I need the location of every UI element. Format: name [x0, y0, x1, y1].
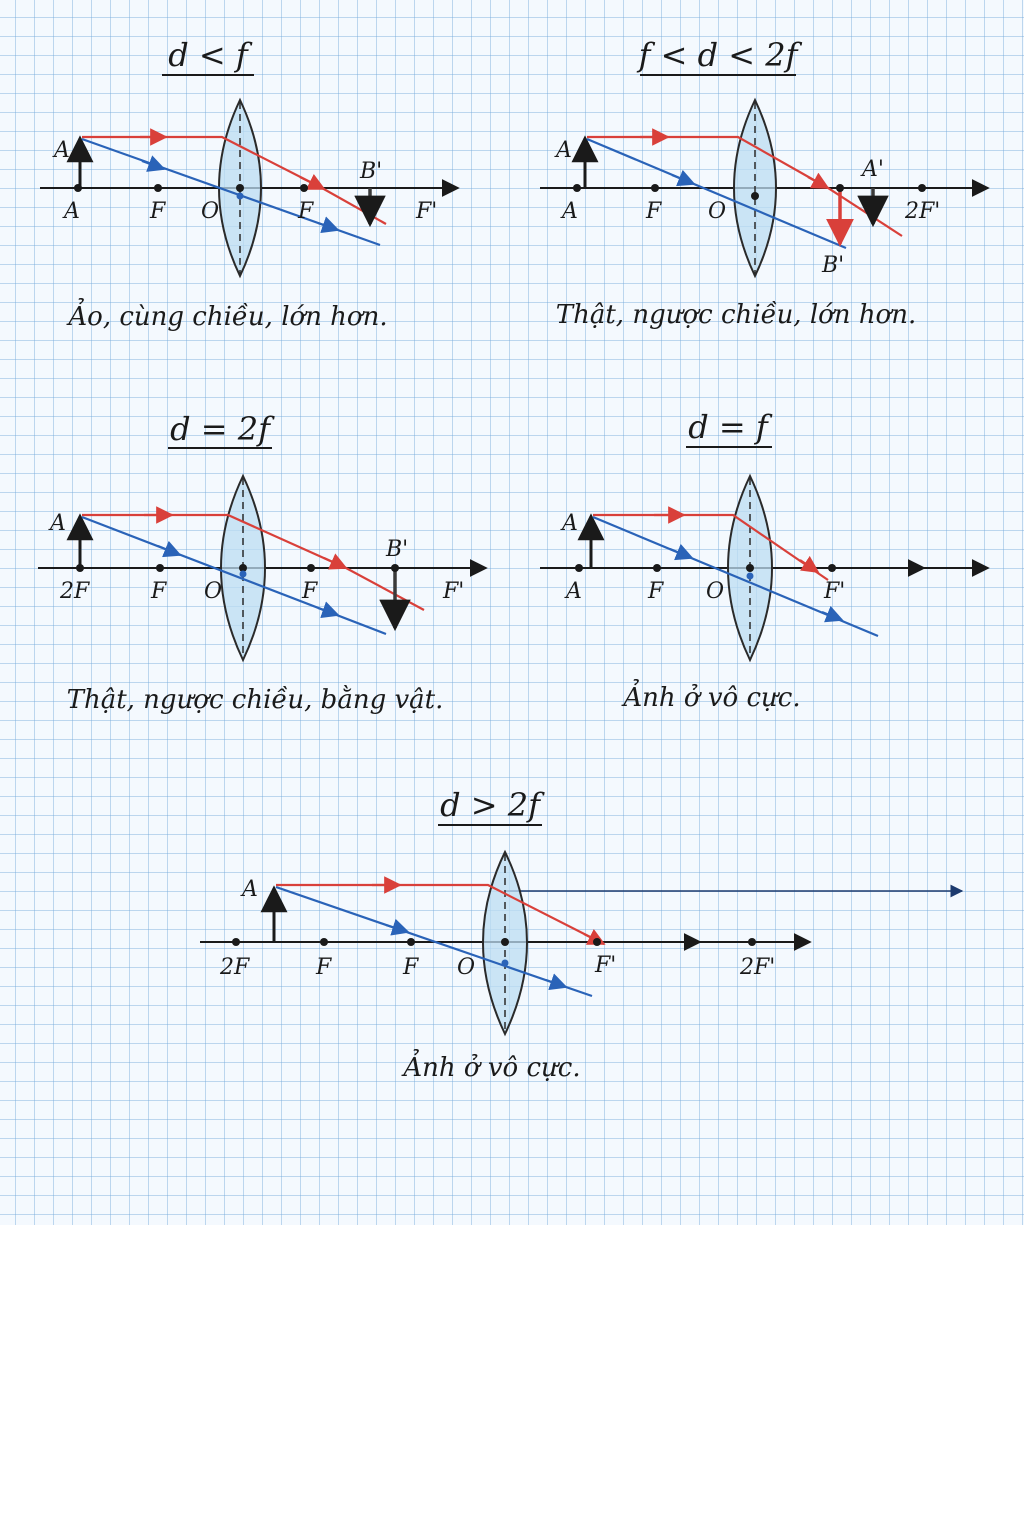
- label-F: F: [646, 199, 662, 224]
- point-A: [74, 184, 82, 192]
- label-B-prime: B': [822, 253, 845, 278]
- label-F-prime: F': [443, 579, 465, 604]
- panel-d-equals-f: [540, 408, 988, 713]
- center-dot: [237, 193, 244, 200]
- label-B-prime: B': [386, 537, 409, 562]
- panel-caption: Ảnh ở vô cực.: [623, 683, 801, 713]
- point-F: [156, 564, 164, 572]
- blue-ray-arrow: [142, 161, 164, 169]
- point-F-prime: [593, 938, 601, 946]
- panel-title: d > 2f: [440, 786, 540, 824]
- label-F: F: [150, 199, 166, 224]
- label-O: O: [708, 199, 727, 224]
- label-A-top: A: [50, 511, 66, 536]
- label-F: F: [316, 955, 332, 980]
- blue-ray-arrow: [318, 608, 338, 615]
- center-dot: [747, 573, 754, 580]
- label-F-prime: F': [416, 199, 438, 224]
- label-F-prime: F': [824, 579, 846, 604]
- label-F: F: [302, 579, 318, 604]
- label-F: F: [403, 955, 419, 980]
- label-F-prime: F': [595, 953, 617, 978]
- label-A-top: A: [556, 138, 572, 163]
- panel-title: d < f: [168, 36, 248, 74]
- blue-ray: [587, 139, 846, 248]
- blue-ray-arrow: [386, 925, 408, 932]
- label-F: F: [648, 579, 664, 604]
- label-2F-prime: 2F': [905, 199, 941, 224]
- panel-title: d = f: [688, 408, 768, 446]
- point-2F-prime: [748, 938, 756, 946]
- label-F: F: [298, 199, 314, 224]
- label-A-base: A: [562, 199, 578, 224]
- panel-caption: Thật, ngược chiều, lớn hơn.: [555, 300, 917, 330]
- red-ray-arrow: [324, 558, 346, 568]
- panel-caption: Thật, ngược chiều, bằng vật.: [66, 685, 444, 715]
- point-image: [391, 564, 399, 572]
- point-F: [300, 184, 308, 192]
- point-2F: [76, 564, 84, 572]
- label-2F: 2F: [60, 579, 90, 604]
- point-F: [320, 938, 328, 946]
- red-ray-arrow: [808, 177, 828, 188]
- label-A-top: A: [562, 511, 578, 536]
- label-2F: 2F: [220, 955, 250, 980]
- blue-ray-arrow: [670, 549, 692, 558]
- blue-ray-arrow: [318, 223, 338, 230]
- red-ray: [276, 885, 604, 944]
- blue-ray-arrow: [158, 546, 180, 555]
- label-O: O: [204, 579, 223, 604]
- point-O: [501, 938, 509, 946]
- label-O: O: [457, 955, 476, 980]
- center-dot: [502, 960, 509, 967]
- blue-ray-arrow: [672, 175, 694, 184]
- label-A-base: A: [64, 199, 80, 224]
- point-A: [575, 564, 583, 572]
- point-A: [573, 184, 581, 192]
- panel-caption: Ảnh ở vô cực.: [403, 1053, 581, 1083]
- point-F: [154, 184, 162, 192]
- panel-caption: Ảo, cùng chiều, lớn hơn.: [68, 302, 388, 332]
- point-O: [746, 564, 754, 572]
- blue-ray-arrow: [546, 980, 566, 987]
- point-F: [307, 564, 315, 572]
- label-B-prime: B': [360, 159, 383, 184]
- label-O: O: [706, 579, 725, 604]
- panel-d-equals-2f: [38, 410, 486, 715]
- point-F: [407, 938, 415, 946]
- panel-title: d = 2f: [170, 410, 270, 448]
- label-O: O: [201, 199, 220, 224]
- point-2F: [232, 938, 240, 946]
- point-O: [236, 184, 244, 192]
- red-ray-arrow: [800, 560, 818, 572]
- panel-f-less-d-less-2f: [540, 36, 988, 330]
- point-O: [751, 192, 759, 200]
- label-2F-prime: 2F': [740, 955, 776, 980]
- label-A-base: A: [566, 579, 582, 604]
- label-A-top: A: [54, 138, 70, 163]
- point-image: [836, 184, 844, 192]
- label-A-top: A: [242, 877, 258, 902]
- blue-ray-arrow: [822, 612, 842, 620]
- point-F: [651, 184, 659, 192]
- point-2F-prime: [918, 184, 926, 192]
- panel-title: f < d < 2f: [638, 36, 798, 74]
- point-F-prime: [828, 564, 836, 572]
- label-F: F: [151, 579, 167, 604]
- panel-d-greater-2f: [200, 786, 962, 1083]
- point-F: [653, 564, 661, 572]
- label-A-prime: A': [862, 157, 884, 182]
- center-dot: [240, 571, 247, 578]
- panel-d-less-f: [40, 36, 458, 332]
- red-ray: [593, 515, 828, 580]
